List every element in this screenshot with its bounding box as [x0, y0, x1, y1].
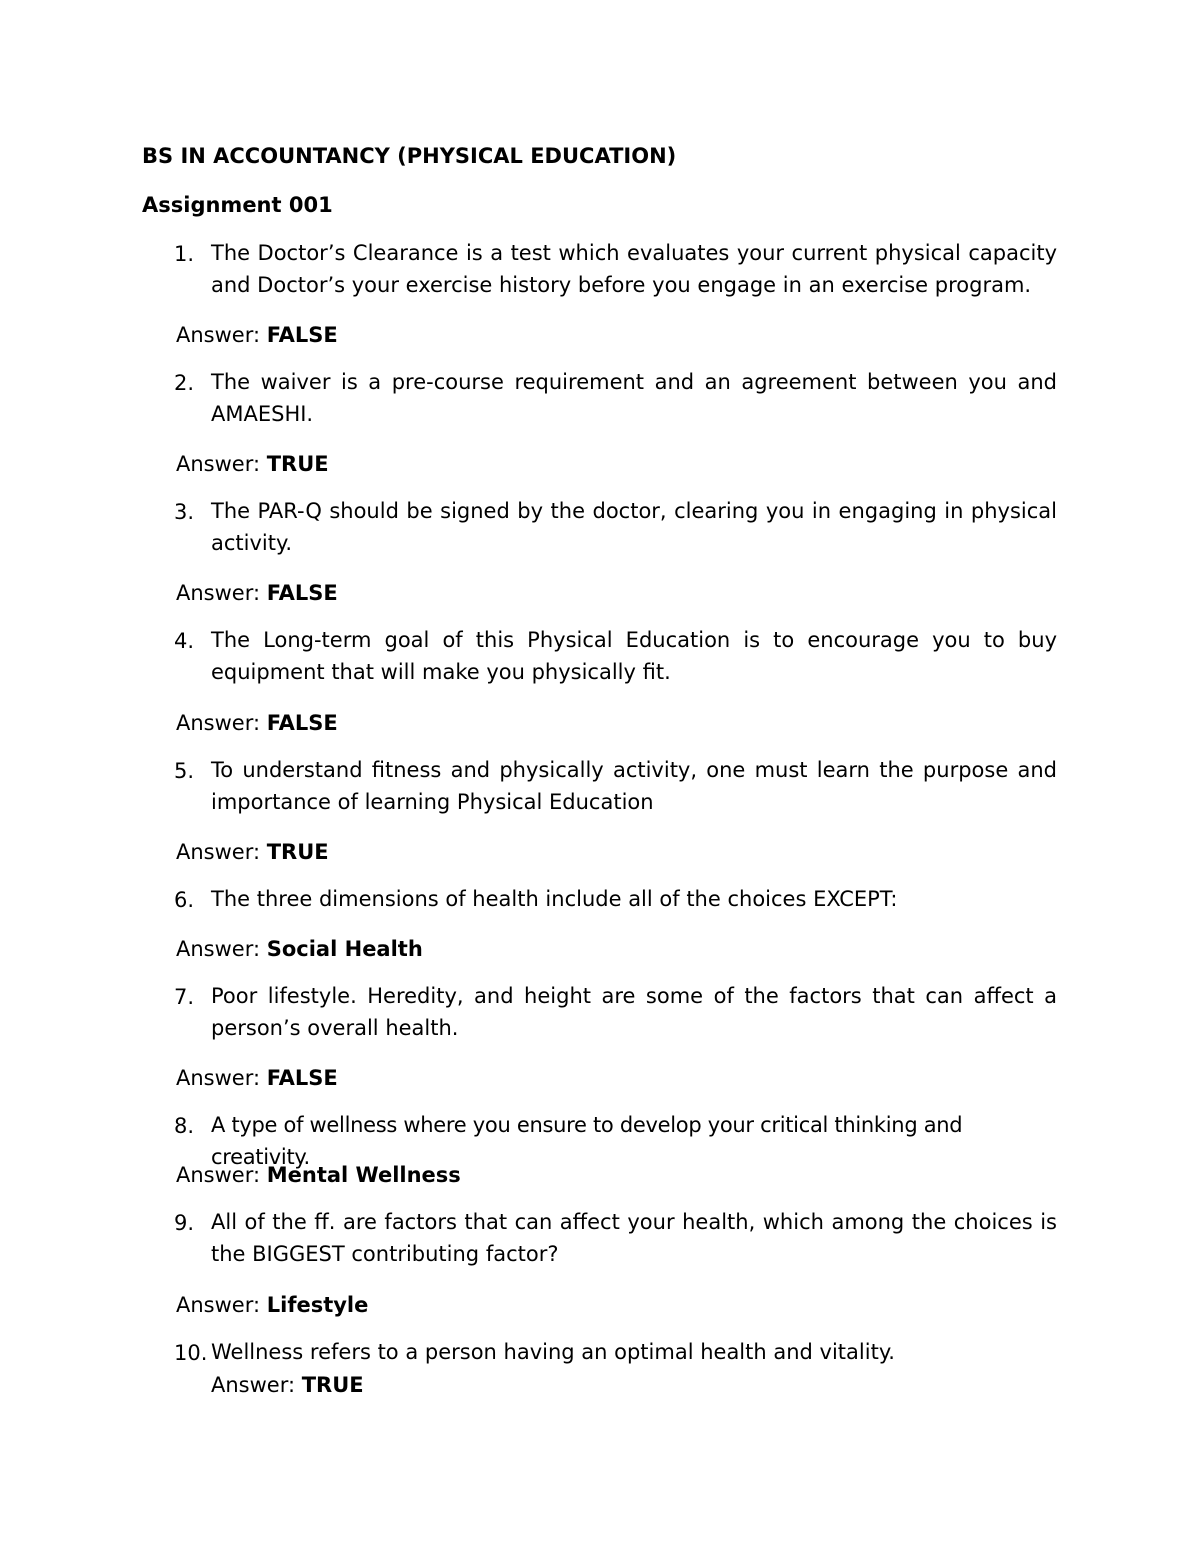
- answer-line: [176, 452, 329, 476]
- answer-value: Lifestyle: [266, 1293, 369, 1317]
- question-number: 10.: [174, 1341, 208, 1365]
- answer-value: FALSE: [266, 1066, 338, 1090]
- answer-line: [176, 711, 338, 735]
- question-text: The PAR-Q should be signed by the doctor, clearing you in engaging in physical activity.: [211, 499, 1057, 555]
- answer-value: TRUE: [266, 452, 329, 476]
- question-number: 1.: [174, 242, 195, 266]
- answer-value: FALSE: [266, 711, 338, 735]
- answer-line: [176, 1163, 461, 1187]
- question-text: The three dimensions of health include all of the choices EXCEPT:: [211, 887, 898, 911]
- answer-label: Answer:: [176, 840, 267, 864]
- question-text: A type of wellness where you ensure to develop your critical thinking and creativity.: [211, 1113, 963, 1169]
- answer-label: Answer:: [176, 581, 267, 605]
- answer-line: [176, 323, 338, 347]
- answer-label: Answer:: [176, 1163, 267, 1187]
- question-text: The Long-term goal of this Physical Education is to encourage you to buy equipment that will make you physically fit.: [211, 628, 1057, 684]
- answer-line: [176, 840, 329, 864]
- answer-label: Answer:: [176, 323, 267, 347]
- question-number: 9.: [174, 1211, 195, 1235]
- assignment-title: Assignment 001: [142, 193, 333, 217]
- question-number: 6.: [174, 888, 195, 912]
- answer-value: FALSE: [266, 581, 338, 605]
- question-number: 7.: [174, 985, 195, 1009]
- answer-label: Answer:: [176, 452, 267, 476]
- question-text: To understand fitness and physically activity, one must learn the purpose and importance of learning Physical Education: [211, 758, 1057, 814]
- answer-value: TRUE: [266, 840, 329, 864]
- answer-value: Mental Wellness: [266, 1163, 461, 1187]
- answer-label: Answer:: [176, 937, 267, 961]
- answer-label: Answer:: [176, 1293, 267, 1317]
- answer-label: Answer:: [211, 1373, 302, 1397]
- question-number: 8.: [174, 1114, 195, 1138]
- question-text: Poor lifestyle. Heredity, and height are some of the factors that can affect a person’s overall health.: [211, 984, 1057, 1040]
- answer-value: FALSE: [266, 323, 338, 347]
- question-text: The waiver is a pre-course requirement and an agreement between you and AMAESHI.: [211, 370, 1057, 426]
- question-text: All of the ff. are factors that can affect your health, which among the choices is the BIGGEST contributing factor?: [211, 1210, 1057, 1266]
- question-number: 2.: [174, 371, 195, 395]
- question-number: 5.: [174, 759, 195, 783]
- question-number: 4.: [174, 629, 195, 653]
- answer-line: [176, 1066, 338, 1090]
- question-number: 3.: [174, 500, 195, 524]
- answer-label: Answer:: [176, 1066, 267, 1090]
- question-text: Wellness refers to a person having an optimal health and vitality.: [211, 1340, 895, 1364]
- question-text: The Doctor’s Clearance is a test which evaluates your current physical capacity and Doctor’s your exercise history before you engage in an exercise program.: [211, 241, 1057, 297]
- answer-line: [176, 581, 338, 605]
- answer-line: [176, 937, 423, 961]
- answer-value: Social Health: [266, 937, 423, 961]
- course-title: BS IN ACCOUNTANCY (PHYSICAL EDUCATION): [142, 144, 677, 168]
- answer-line: [176, 1293, 368, 1317]
- answer-line: [211, 1373, 364, 1397]
- answer-label: Answer:: [176, 711, 267, 735]
- answer-value: TRUE: [301, 1373, 364, 1397]
